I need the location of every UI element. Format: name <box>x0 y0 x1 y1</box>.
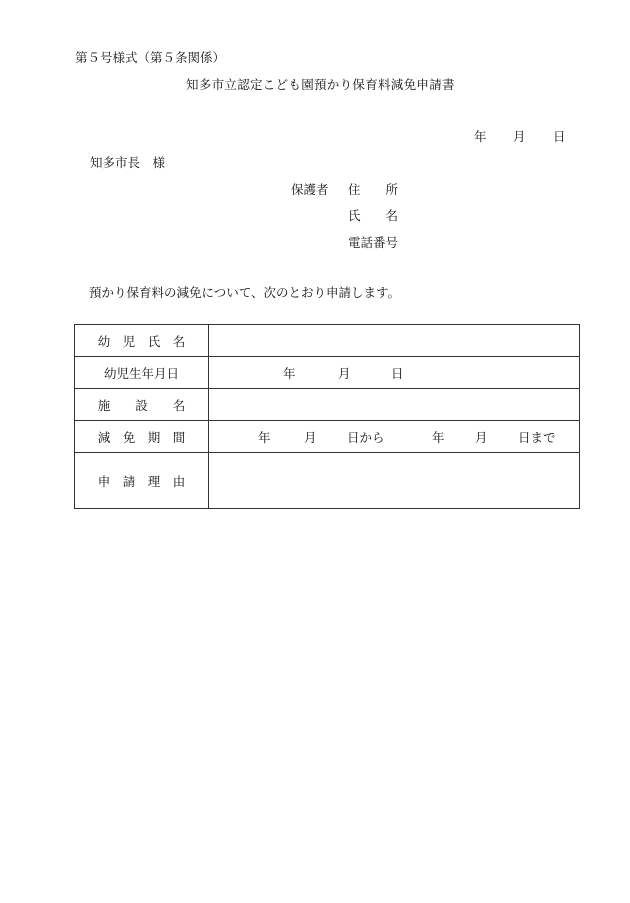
table-row-birthdate <box>75 357 580 389</box>
facility-name-label: 施 設 名 <box>75 389 209 421</box>
guardian-label: 保護者 <box>291 182 329 197</box>
exemption-period-field[interactable] <box>209 421 580 453</box>
birthdate-day-label: 日 <box>391 365 404 381</box>
child-name-label: 幼 児 氏 名 <box>75 325 209 357</box>
form-number: 第５号様式（第５条関係） <box>75 50 226 65</box>
birthdate-field[interactable] <box>209 357 580 389</box>
table-row-facility <box>75 389 580 421</box>
application-reason-field[interactable] <box>209 453 580 509</box>
period-from-year-label: 年 <box>258 429 271 445</box>
exemption-period-label: 減 免 期 間 <box>75 421 209 453</box>
name-label: 氏 名 <box>348 208 399 223</box>
application-table <box>74 324 580 509</box>
table-row-period <box>75 421 580 453</box>
application-reason-label: 申 請 理 由 <box>75 453 209 509</box>
phone-label: 電話番号 <box>348 235 399 250</box>
document-title: 知多市立認定こども園預かり保育料減免申請書 <box>186 77 455 92</box>
table-row-child-name <box>75 325 580 357</box>
address-label: 住 所 <box>348 182 399 197</box>
date-day-label: 日 <box>553 129 566 144</box>
birthdate-label: 幼児生年月日 <box>75 357 209 389</box>
addressee: 知多市長 様 <box>90 155 166 170</box>
period-to-day-label: 日まで <box>518 429 556 445</box>
child-name-field[interactable] <box>209 325 580 357</box>
birthdate-year-label: 年 <box>283 365 296 381</box>
table-row-reason <box>75 453 580 509</box>
intro-text: 預かり保育料の減免について、次のとおり申請します。 <box>89 285 401 300</box>
birthdate-month-label: 月 <box>338 365 351 381</box>
date-year-label: 年 <box>474 129 487 144</box>
period-to-year-label: 年 <box>432 429 445 445</box>
period-from-day-label: 日から <box>347 429 385 445</box>
period-from-month-label: 月 <box>304 429 317 445</box>
period-to-month-label: 月 <box>475 429 488 445</box>
facility-name-field[interactable] <box>209 389 580 421</box>
date-month-label: 月 <box>513 129 526 144</box>
